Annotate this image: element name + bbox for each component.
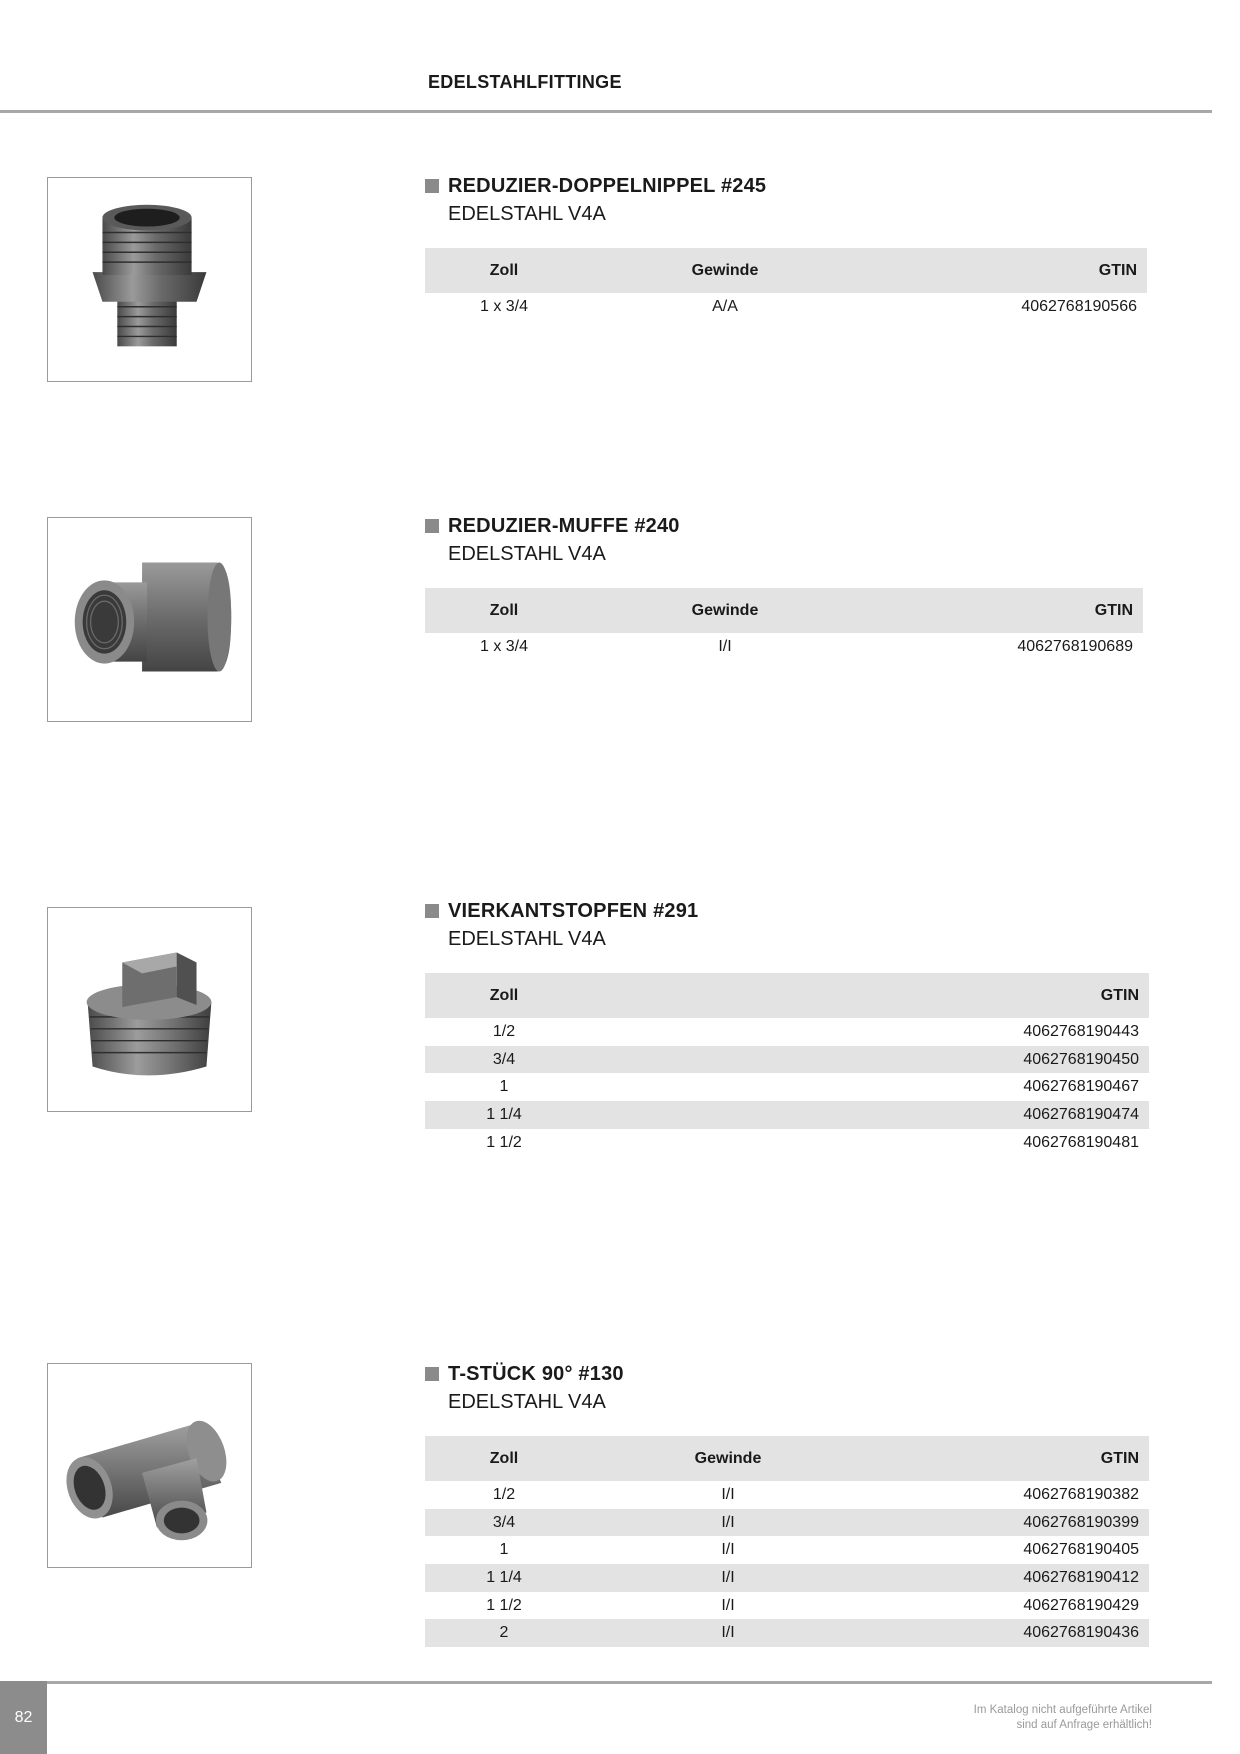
product-spec-table <box>425 1436 1149 1647</box>
column-header-zoll: Zoll <box>425 248 583 293</box>
cell-gtin: 4062768190399 <box>873 1509 1149 1537</box>
reducing-socket-photo <box>48 518 251 721</box>
product-reducing-socket <box>425 514 1143 661</box>
table-header-row <box>425 973 1149 1018</box>
bullet-square-icon <box>425 904 439 918</box>
column-header-gewinde: Gewinde <box>583 248 867 293</box>
tee-90-photo <box>48 1364 251 1567</box>
cell-zoll: 3/4 <box>425 1046 583 1074</box>
cell-gtin: 4062768190405 <box>1023 1541 1139 1559</box>
table-row <box>425 1073 1149 1101</box>
footer-note <box>974 1703 1152 1733</box>
cell-gewinde: I/I <box>583 1619 873 1647</box>
footer-note-line-1: Im Katalog nicht aufgeführte Artikel <box>973 1704 1152 1716</box>
reducing-double-nipple-photo <box>48 178 251 381</box>
cell-gtin: 4062768190412 <box>873 1564 1149 1592</box>
table-row <box>425 633 1143 661</box>
product-material: EDELSTAHL V4A <box>448 928 606 950</box>
product-title <box>425 514 1143 538</box>
page-header-title: EDELSTAHLFITTINGE <box>428 72 622 92</box>
product-title-text: REDUZIER-MUFFE #240 <box>448 515 680 537</box>
cell-zoll: 1 1/2 <box>486 1133 522 1151</box>
cell-zoll: 1/2 <box>492 1485 516 1503</box>
cell-zoll: 2 <box>425 1619 583 1647</box>
table-header-row <box>425 248 1147 293</box>
cell-zoll: 1 x 3/4 <box>479 637 529 655</box>
cell-gtin: 4062768190382 <box>1023 1485 1139 1503</box>
cell-gewinde: I/I <box>721 1485 735 1503</box>
product-square-plug <box>425 899 1149 1156</box>
cell-zoll: 1 <box>499 1078 509 1096</box>
table-row <box>425 1564 1149 1592</box>
product-title-text: REDUZIER-DOPPELNIPPEL #245 <box>448 175 767 197</box>
cell-gewinde: I/I <box>718 637 732 655</box>
table-row <box>425 1129 1149 1157</box>
cell-gtin: 4062768190429 <box>1023 1596 1139 1614</box>
column-header-gewinde: Gewinde <box>583 1436 873 1481</box>
table-row <box>425 1018 1149 1046</box>
table-row <box>425 1046 1149 1074</box>
cell-gtin: 4062768190474 <box>583 1101 1149 1129</box>
footer-note-line-2: sind auf Anfrage erhältlich! <box>1016 1719 1152 1731</box>
product-title <box>425 1362 1149 1386</box>
cell-zoll: 1/2 <box>492 1022 516 1040</box>
column-header-gtin: GTIN <box>583 973 1149 1018</box>
bullet-square-icon <box>425 179 439 193</box>
product-image-reducing-double-nipple <box>47 177 252 382</box>
column-header-gtin: GTIN <box>867 588 1143 633</box>
column-header-gewinde: Gewinde <box>583 588 867 633</box>
product-title-text: VIERKANTSTOPFEN #291 <box>448 900 699 922</box>
cell-zoll: 1 x 3/4 <box>479 297 529 315</box>
product-material: EDELSTAHL V4A <box>448 1391 606 1413</box>
table-row <box>425 1101 1149 1129</box>
product-title-text: T-STÜCK 90° #130 <box>448 1363 624 1385</box>
product-title <box>425 174 1147 198</box>
bullet-square-icon <box>425 519 439 533</box>
table-row <box>425 1509 1149 1537</box>
cell-zoll: 1 1/4 <box>425 1564 583 1592</box>
cell-zoll: 1 1/4 <box>425 1101 583 1129</box>
cell-zoll: 1 <box>499 1541 509 1559</box>
page-number: 82 <box>0 1681 47 1754</box>
cell-gtin: 4062768190481 <box>1023 1133 1139 1151</box>
product-material: EDELSTAHL V4A <box>448 203 606 225</box>
cell-gtin: 4062768190689 <box>1017 637 1133 655</box>
column-header-zoll: Zoll <box>425 588 583 633</box>
cell-gewinde: I/I <box>583 1564 873 1592</box>
cell-gtin: 4062768190467 <box>1023 1078 1139 1096</box>
table-row <box>425 1481 1149 1509</box>
cell-zoll: 3/4 <box>425 1509 583 1537</box>
square-plug-photo <box>48 908 251 1111</box>
column-header-gtin: GTIN <box>867 248 1147 293</box>
column-header-gtin: GTIN <box>873 1436 1149 1481</box>
header-divider <box>0 110 1212 113</box>
table-header-row <box>425 1436 1149 1481</box>
product-spec-table <box>425 248 1147 321</box>
table-row <box>425 1536 1149 1564</box>
product-spec-table <box>425 973 1149 1156</box>
cell-gewinde: I/I <box>583 1509 873 1537</box>
product-image-reducing-socket <box>47 517 252 722</box>
cell-gewinde: I/I <box>721 1596 735 1614</box>
cell-gewinde: A/A <box>712 297 738 315</box>
footer-divider <box>0 1681 1212 1684</box>
product-material: EDELSTAHL V4A <box>448 543 606 565</box>
product-spec-table <box>425 588 1143 661</box>
cell-gtin: 4062768190443 <box>1023 1022 1139 1040</box>
cell-zoll: 1 1/2 <box>486 1596 522 1614</box>
column-header-zoll: Zoll <box>425 1436 583 1481</box>
cell-gtin: 4062768190436 <box>873 1619 1149 1647</box>
product-image-tee-90 <box>47 1363 252 1568</box>
product-image-square-plug <box>47 907 252 1112</box>
table-row <box>425 293 1147 321</box>
column-header-zoll: Zoll <box>425 973 583 1018</box>
cell-gewinde: I/I <box>721 1541 735 1559</box>
table-header-row <box>425 588 1143 633</box>
product-tee-90 <box>425 1362 1149 1647</box>
product-title <box>425 899 1149 923</box>
table-row <box>425 1592 1149 1620</box>
bullet-square-icon <box>425 1367 439 1381</box>
cell-gtin: 4062768190450 <box>583 1046 1149 1074</box>
product-reducing-double-nipple <box>425 174 1147 321</box>
cell-gtin: 4062768190566 <box>1021 297 1137 315</box>
table-row <box>425 1619 1149 1647</box>
